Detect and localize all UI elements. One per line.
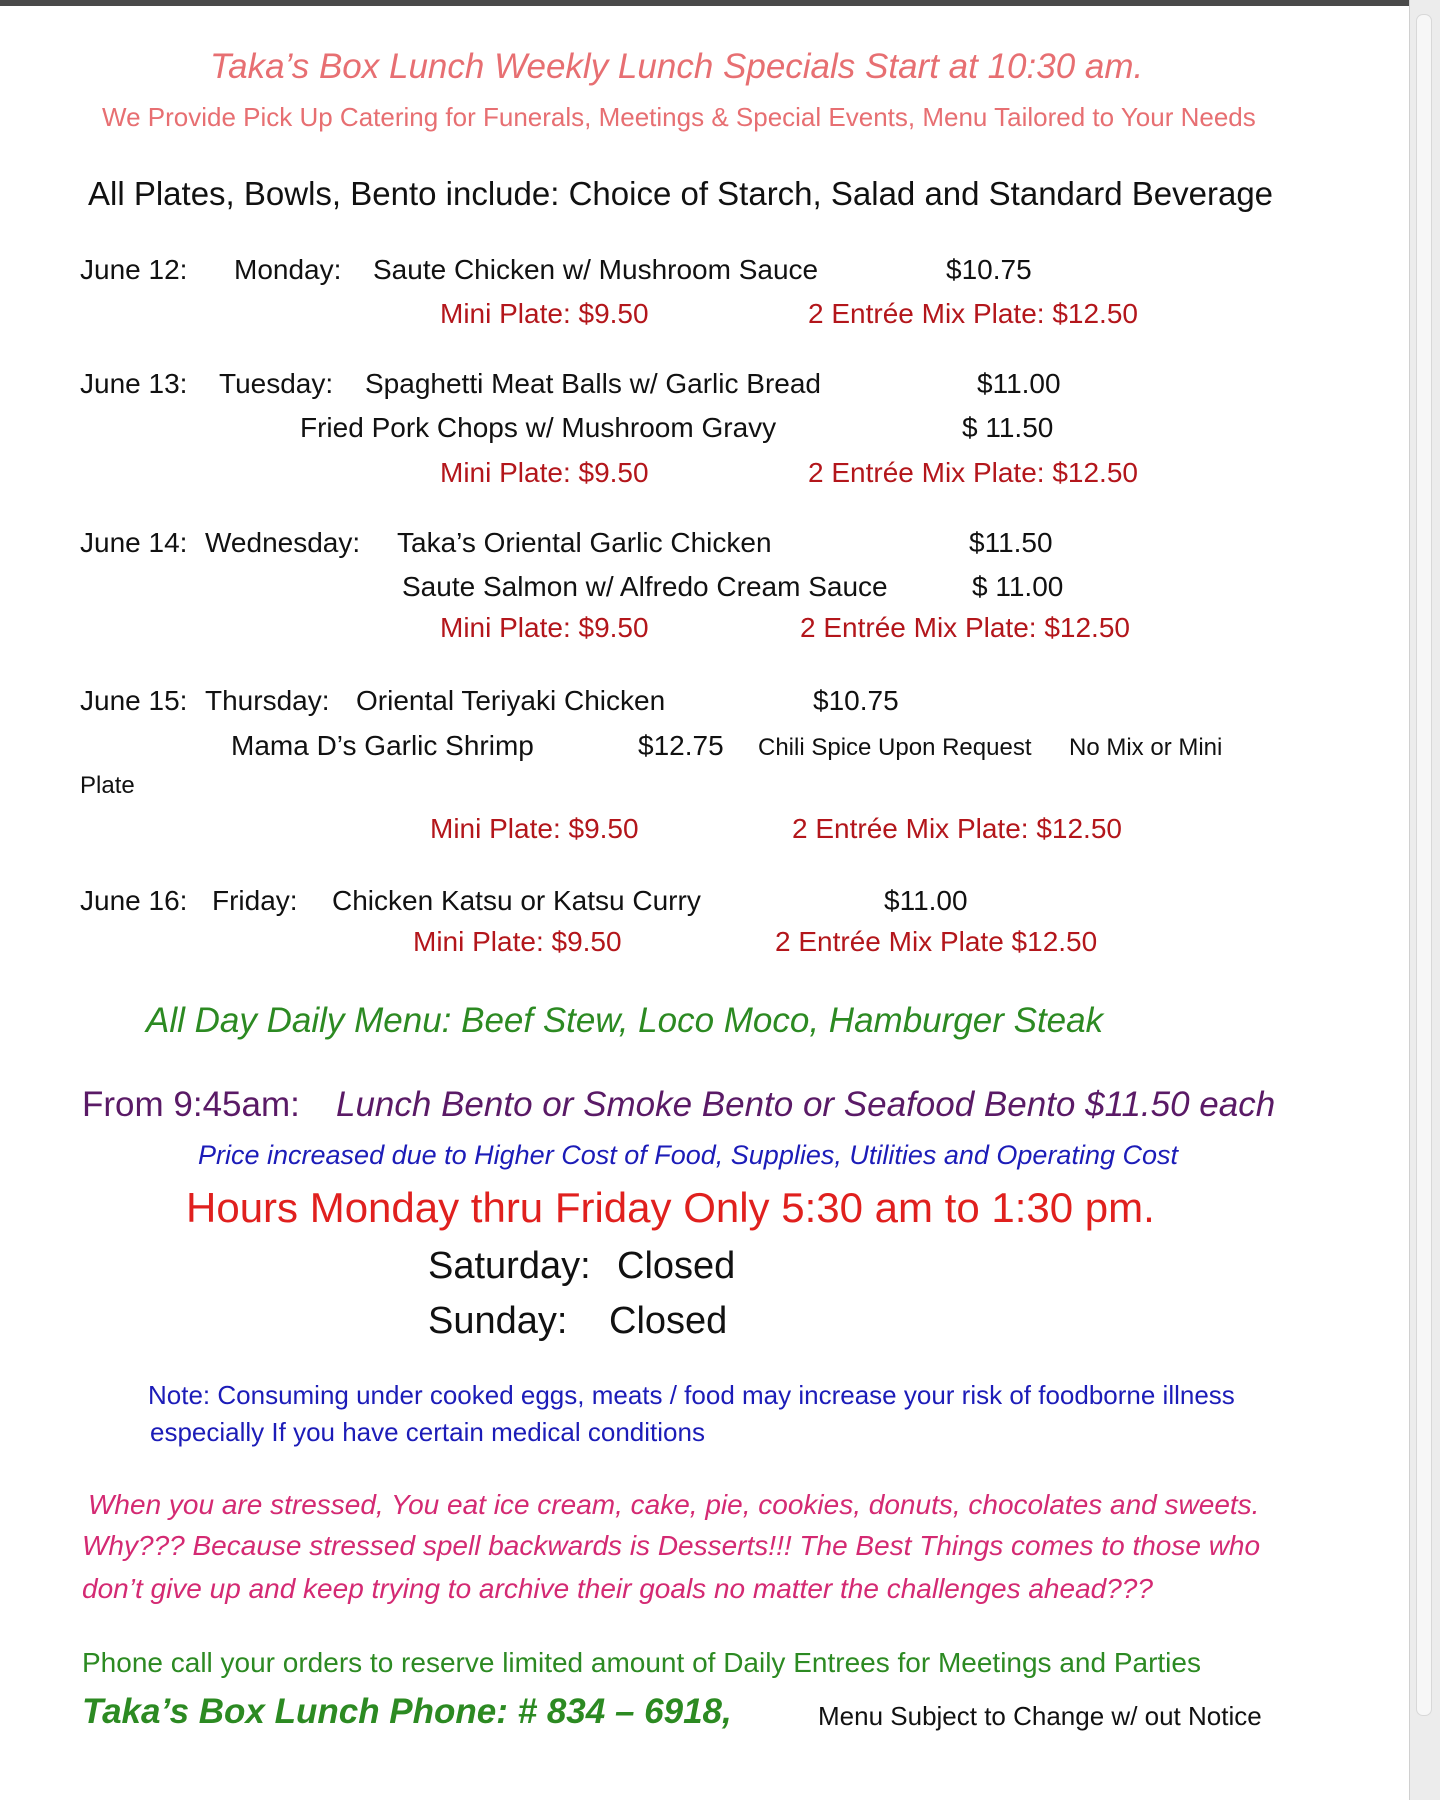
day-name: Friday: xyxy=(212,885,298,916)
includes-note: All Plates, Bowls, Bento include: Choice of Starch, Salad and Standard Beverage xyxy=(88,175,1274,212)
day-date: June 15: xyxy=(80,685,188,716)
mix-plate-price: 2 Entrée Mix Plate: $12.50 xyxy=(808,298,1138,329)
mini-plate-price: Mini Plate: $9.50 xyxy=(430,813,639,844)
price-note: Price increased due to Higher Cost of Food, Supplies, Utilities and Operating Cost xyxy=(198,1140,1179,1170)
menu-item-price: $ 11.00 xyxy=(972,571,1064,602)
day-name: Monday: xyxy=(234,254,342,285)
health-note-line2: especially If you have certain medical conditions xyxy=(150,1417,705,1447)
scrollbar-thumb[interactable] xyxy=(1416,14,1432,1716)
menu-item-price: $11.50 xyxy=(969,527,1053,558)
menu-item-price: $11.00 xyxy=(884,885,968,916)
day-name: Tuesday: xyxy=(219,368,334,399)
page-title: Taka’s Box Lunch Weekly Lunch Specials Start at 10:30 am. xyxy=(210,47,1144,86)
day-name: Thursday: xyxy=(205,685,330,716)
mix-plate-price: 2 Entrée Mix Plate: $12.50 xyxy=(792,813,1122,844)
menu-item-price: $10.75 xyxy=(946,254,1032,285)
item-note: Plate xyxy=(80,772,135,799)
mix-plate-price: 2 Entrée Mix Plate: $12.50 xyxy=(800,612,1130,643)
quote-line3: don’t give up and keep trying to archive their goals no matter the challenges ahead??? xyxy=(82,1573,1153,1604)
menu-disclaimer: Menu Subject to Change w/ out Notice xyxy=(818,1701,1262,1731)
saturday-label: Saturday: xyxy=(428,1245,591,1287)
mix-plate-price: 2 Entrée Mix Plate $12.50 xyxy=(775,926,1098,957)
hours-weekday: Hours Monday thru Friday Only 5:30 am to 1:30 pm. xyxy=(186,1184,1155,1231)
menu-item-name: Saute Salmon w/ Alfredo Cream Sauce xyxy=(402,571,888,602)
day-date: June 13: xyxy=(80,368,188,399)
item-note: No Mix or Mini xyxy=(1069,734,1223,761)
mini-plate-price: Mini Plate: $9.50 xyxy=(440,612,649,643)
sunday-value: Closed xyxy=(609,1300,728,1342)
day-date: June 14: xyxy=(80,527,188,558)
saturday-value: Closed xyxy=(617,1245,736,1287)
menu-item-name: Mama D’s Garlic Shrimp xyxy=(231,730,534,761)
item-note: Chili Spice Upon Request xyxy=(758,734,1032,761)
menu-item-name: Fried Pork Chops w/ Mushroom Gravy xyxy=(300,412,777,443)
mini-plate-price: Mini Plate: $9.50 xyxy=(413,926,622,957)
call-note: Phone call your orders to reserve limited amount of Daily Entrees for Meetings and Parties xyxy=(82,1647,1201,1678)
menu-item-price: $12.75 xyxy=(638,730,724,761)
menu-item-name: Spaghetti Meat Balls w/ Garlic Bread xyxy=(365,368,821,399)
day-date: June 12: xyxy=(80,254,188,285)
menu-item-price: $10.75 xyxy=(813,685,899,716)
menu-item-name: Saute Chicken w/ Mushroom Sauce xyxy=(373,254,819,285)
vertical-scrollbar[interactable] xyxy=(1409,0,1440,1800)
menu-item-name: Taka’s Oriental Garlic Chicken xyxy=(397,527,772,558)
mix-plate-price: 2 Entrée Mix Plate: $12.50 xyxy=(808,457,1138,488)
menu-item-price: $11.00 xyxy=(977,368,1061,399)
menu-item-name: Chicken Katsu or Katsu Curry xyxy=(332,885,701,916)
phone-number: Taka’s Box Lunch Phone: # 834 – 6918, xyxy=(82,1692,732,1731)
menu-item-price: $ 11.50 xyxy=(962,412,1054,443)
quote-line1: When you are stressed, You eat ice cream, cake, pie, cookies, donuts, chocolates and sweets. xyxy=(88,1489,1260,1520)
day-date: June 16: xyxy=(80,885,188,916)
menu-item-name: Oriental Teriyaki Chicken xyxy=(356,685,666,716)
quote-line2: Why??? Because stressed spell backwards is Desserts!!! The Best Things comes to those who xyxy=(82,1530,1261,1561)
mini-plate-price: Mini Plate: $9.50 xyxy=(440,298,649,329)
menu-page xyxy=(0,6,1410,1800)
bento-items: Lunch Bento or Smoke Bento or Seafood Bento $11.50 each xyxy=(336,1085,1276,1124)
health-note-line1: Note: Consuming under cooked eggs, meats / food may increase your risk of foodborne illness xyxy=(148,1380,1235,1410)
sunday-label: Sunday: xyxy=(428,1300,568,1342)
day-name: Wednesday: xyxy=(205,527,361,558)
mini-plate-price: Mini Plate: $9.50 xyxy=(440,457,649,488)
page-subtitle: We Provide Pick Up Catering for Funerals, Meetings & Special Events, Menu Tailored to Your Needs xyxy=(102,102,1256,132)
daily-menu: All Day Daily Menu: Beef Stew, Loco Moco, Hamburger Steak xyxy=(146,1001,1104,1040)
bento-from: From 9:45am: xyxy=(82,1085,300,1124)
